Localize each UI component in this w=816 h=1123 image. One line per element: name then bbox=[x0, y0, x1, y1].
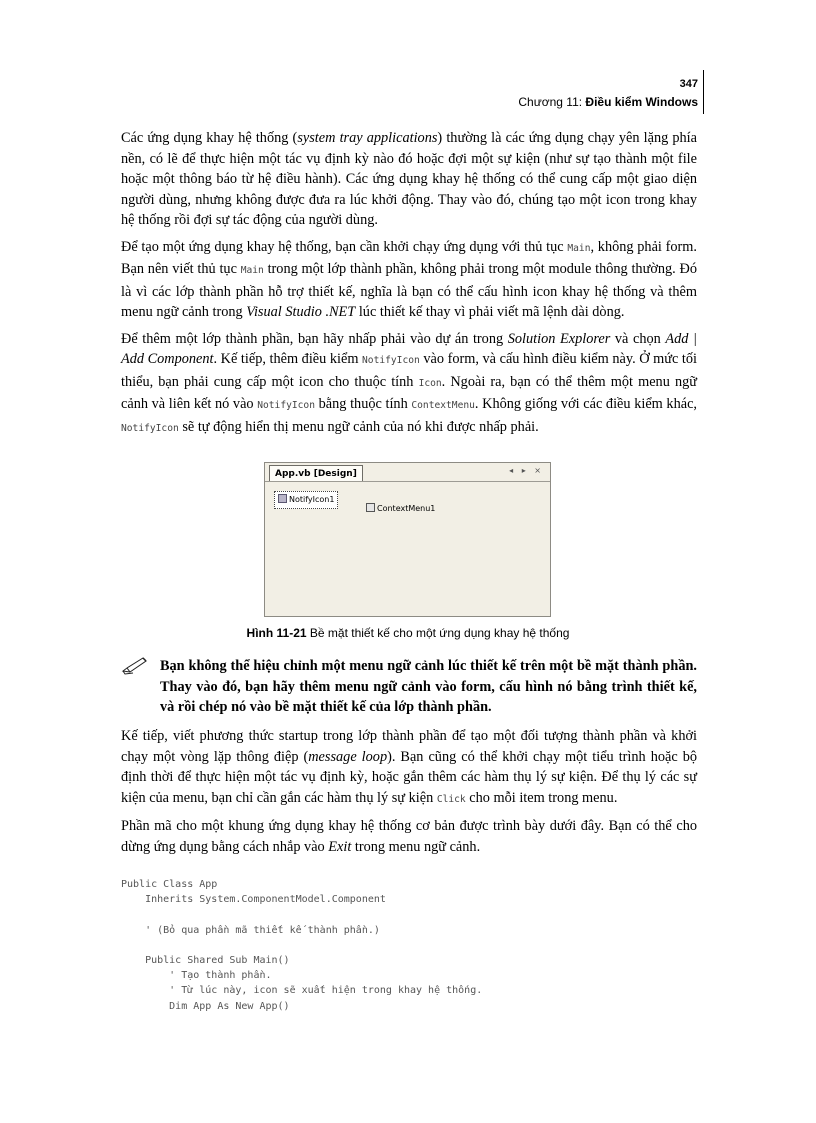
paragraph-4: Kế tiếp, viết phương thức startup trong lớp thành phần để tạo một đối tượng thành phần và khởi chạy một vòng lặp thông điệp (message loop). Bạn cũng có thể khởi chạy một tiểu trình hoặc bộ định thời để thực hiện một tác vụ định kỳ, hoặc gắn thêm các hàm thụ lý sự kiện. Để thụ lý các sự kiện của menu, bạn chỉ cần gắn các hàm thụ lý sự kiện Click cho mỗi item trong menu. bbox=[121, 728, 697, 806]
caption-label: Hình 11-21 bbox=[246, 626, 307, 640]
paragraph-2: Để tạo một ứng dụng khay hệ thống, bạn cần khởi chạy ứng dụng với thủ tục Main, không phải form. Bạn nên viết thủ tục Main trong một lớp thành phần, không phải trong một module thông thường. Đó là vì các lớp thành phần hỗ trợ thiết kế, nghĩa là bạn có thể cấu hình icon khay hệ thống và thêm menu ngữ cảnh trong Visual Studio .NET lúc thiết kế thay vì phải viết mã lệnh dài dòng. bbox=[121, 238, 697, 320]
emphasis: message loop bbox=[308, 748, 388, 765]
paragraph-3: Để thêm một lớp thành phần, bạn hãy nhấp phải vào dự án trong Solution Explorer và chọn Add | Add Component. Kế tiếp, thêm điều kiểm NotifyIcon vào form, và cấu hình điều kiểm này. Ở mức tối thiểu, bạn phải cung cấp một icon cho thuộc tính Icon. Ngoài ra, bạn có thể thêm một menu ngữ cảnh và liên kết nó vào NotifyIcon bằng thuộc tính ContextMenu. Không giống với các điều kiểm khác, NotifyIcon sẽ tự động hiển thị menu ngữ cảnh của nó khi được nhấp phải. bbox=[121, 330, 698, 435]
emphasis: Exit bbox=[328, 838, 352, 855]
code-listing: Public Class App Inherits System.ComponentModel.Component ' (Bỏ qua phần mã thiết kế thành phần.) Public Shared Sub Main() ' Tạo thành phần. ' Từ lúc này, icon sẽ xuất hiện trong khay hệ thống. Dim App As New App() bbox=[121, 879, 483, 1012]
inline-code: ContextMenu bbox=[411, 400, 475, 411]
inline-code: Icon bbox=[418, 377, 442, 389]
contextmenu-label: ContextMenu1 bbox=[377, 504, 436, 513]
emphasis: Add | Add Component bbox=[121, 330, 697, 367]
chapter-title: Điều kiểm Windows bbox=[585, 95, 698, 109]
page-number: 347 bbox=[679, 78, 698, 90]
notifyicon-label: NotifyIcon1 bbox=[289, 495, 335, 504]
emphasis: Visual Studio .NET bbox=[246, 304, 356, 320]
body-section-2 bbox=[121, 726, 697, 863]
body-section-1 bbox=[121, 128, 697, 445]
inline-code: Main bbox=[567, 242, 591, 254]
emphasis: system tray applications bbox=[297, 130, 438, 146]
designer-screenshot-figure bbox=[264, 462, 551, 617]
designer-tab[interactable]: App.vb [Design] bbox=[269, 465, 363, 482]
contextmenu-icon bbox=[366, 503, 375, 512]
inline-code: Main bbox=[240, 265, 264, 276]
inline-code: NotifyIcon bbox=[362, 355, 420, 366]
contextmenu-component[interactable] bbox=[366, 503, 435, 515]
chapter-prefix: Chương 11: bbox=[518, 95, 586, 109]
emphasis: Solution Explorer bbox=[507, 330, 611, 347]
note-text: Bạn không thể hiệu chỉnh một menu ngữ cảnh lúc thiết kế trên một bề mặt thành phần. Thay vào đó, bạn hãy thêm menu ngữ cảnh vào form, cấu hình nó bằng trình thiết kế, và rồi chép nó vào bề mặt thiết kế của lớp thành phần. bbox=[160, 658, 697, 715]
inline-code: NotifyIcon bbox=[121, 422, 179, 434]
notifyicon-component[interactable] bbox=[274, 491, 338, 509]
tab-controls[interactable]: ◂ ▸ × bbox=[509, 466, 544, 475]
header-rule bbox=[703, 70, 704, 114]
figure-caption bbox=[0, 626, 816, 640]
inline-code: Click bbox=[436, 793, 466, 805]
pencil-note-icon bbox=[121, 657, 149, 675]
chapter-heading bbox=[518, 95, 698, 109]
caption-text: Bề mặt thiết kế cho một ứng dụng khay hệ thống bbox=[306, 626, 570, 640]
notifyicon-icon bbox=[278, 494, 287, 503]
paragraph-5: Phần mã cho một khung ứng dụng khay hệ thống cơ bản được trình bày dưới đây. Bạn có thể cho dừng ứng dụng bằng cách nhắp vào Exit trong menu ngữ cảnh. bbox=[121, 818, 697, 855]
paragraph-1: Các ứng dụng khay hệ thống (system tray applications) thường là các ứng dụng chạy yên lặng phía nền, có lẽ để thực hiện một tác vụ định kỳ nào đó hoặc đợi một sự kiện (như sự tạo thành một file hoặc một thông báo từ hệ điều hành). Các ứng dụng khay hệ thống có thể cung cấp một giao diện người dùng, nhưng không được đưa ra lúc khởi động. Thay vào đó, chúng tạo một icon trong khay hệ thống rồi đợi sự tác động của người dùng. bbox=[121, 130, 697, 228]
inline-code: NotifyIcon bbox=[257, 400, 315, 411]
tab-divider bbox=[265, 481, 550, 482]
